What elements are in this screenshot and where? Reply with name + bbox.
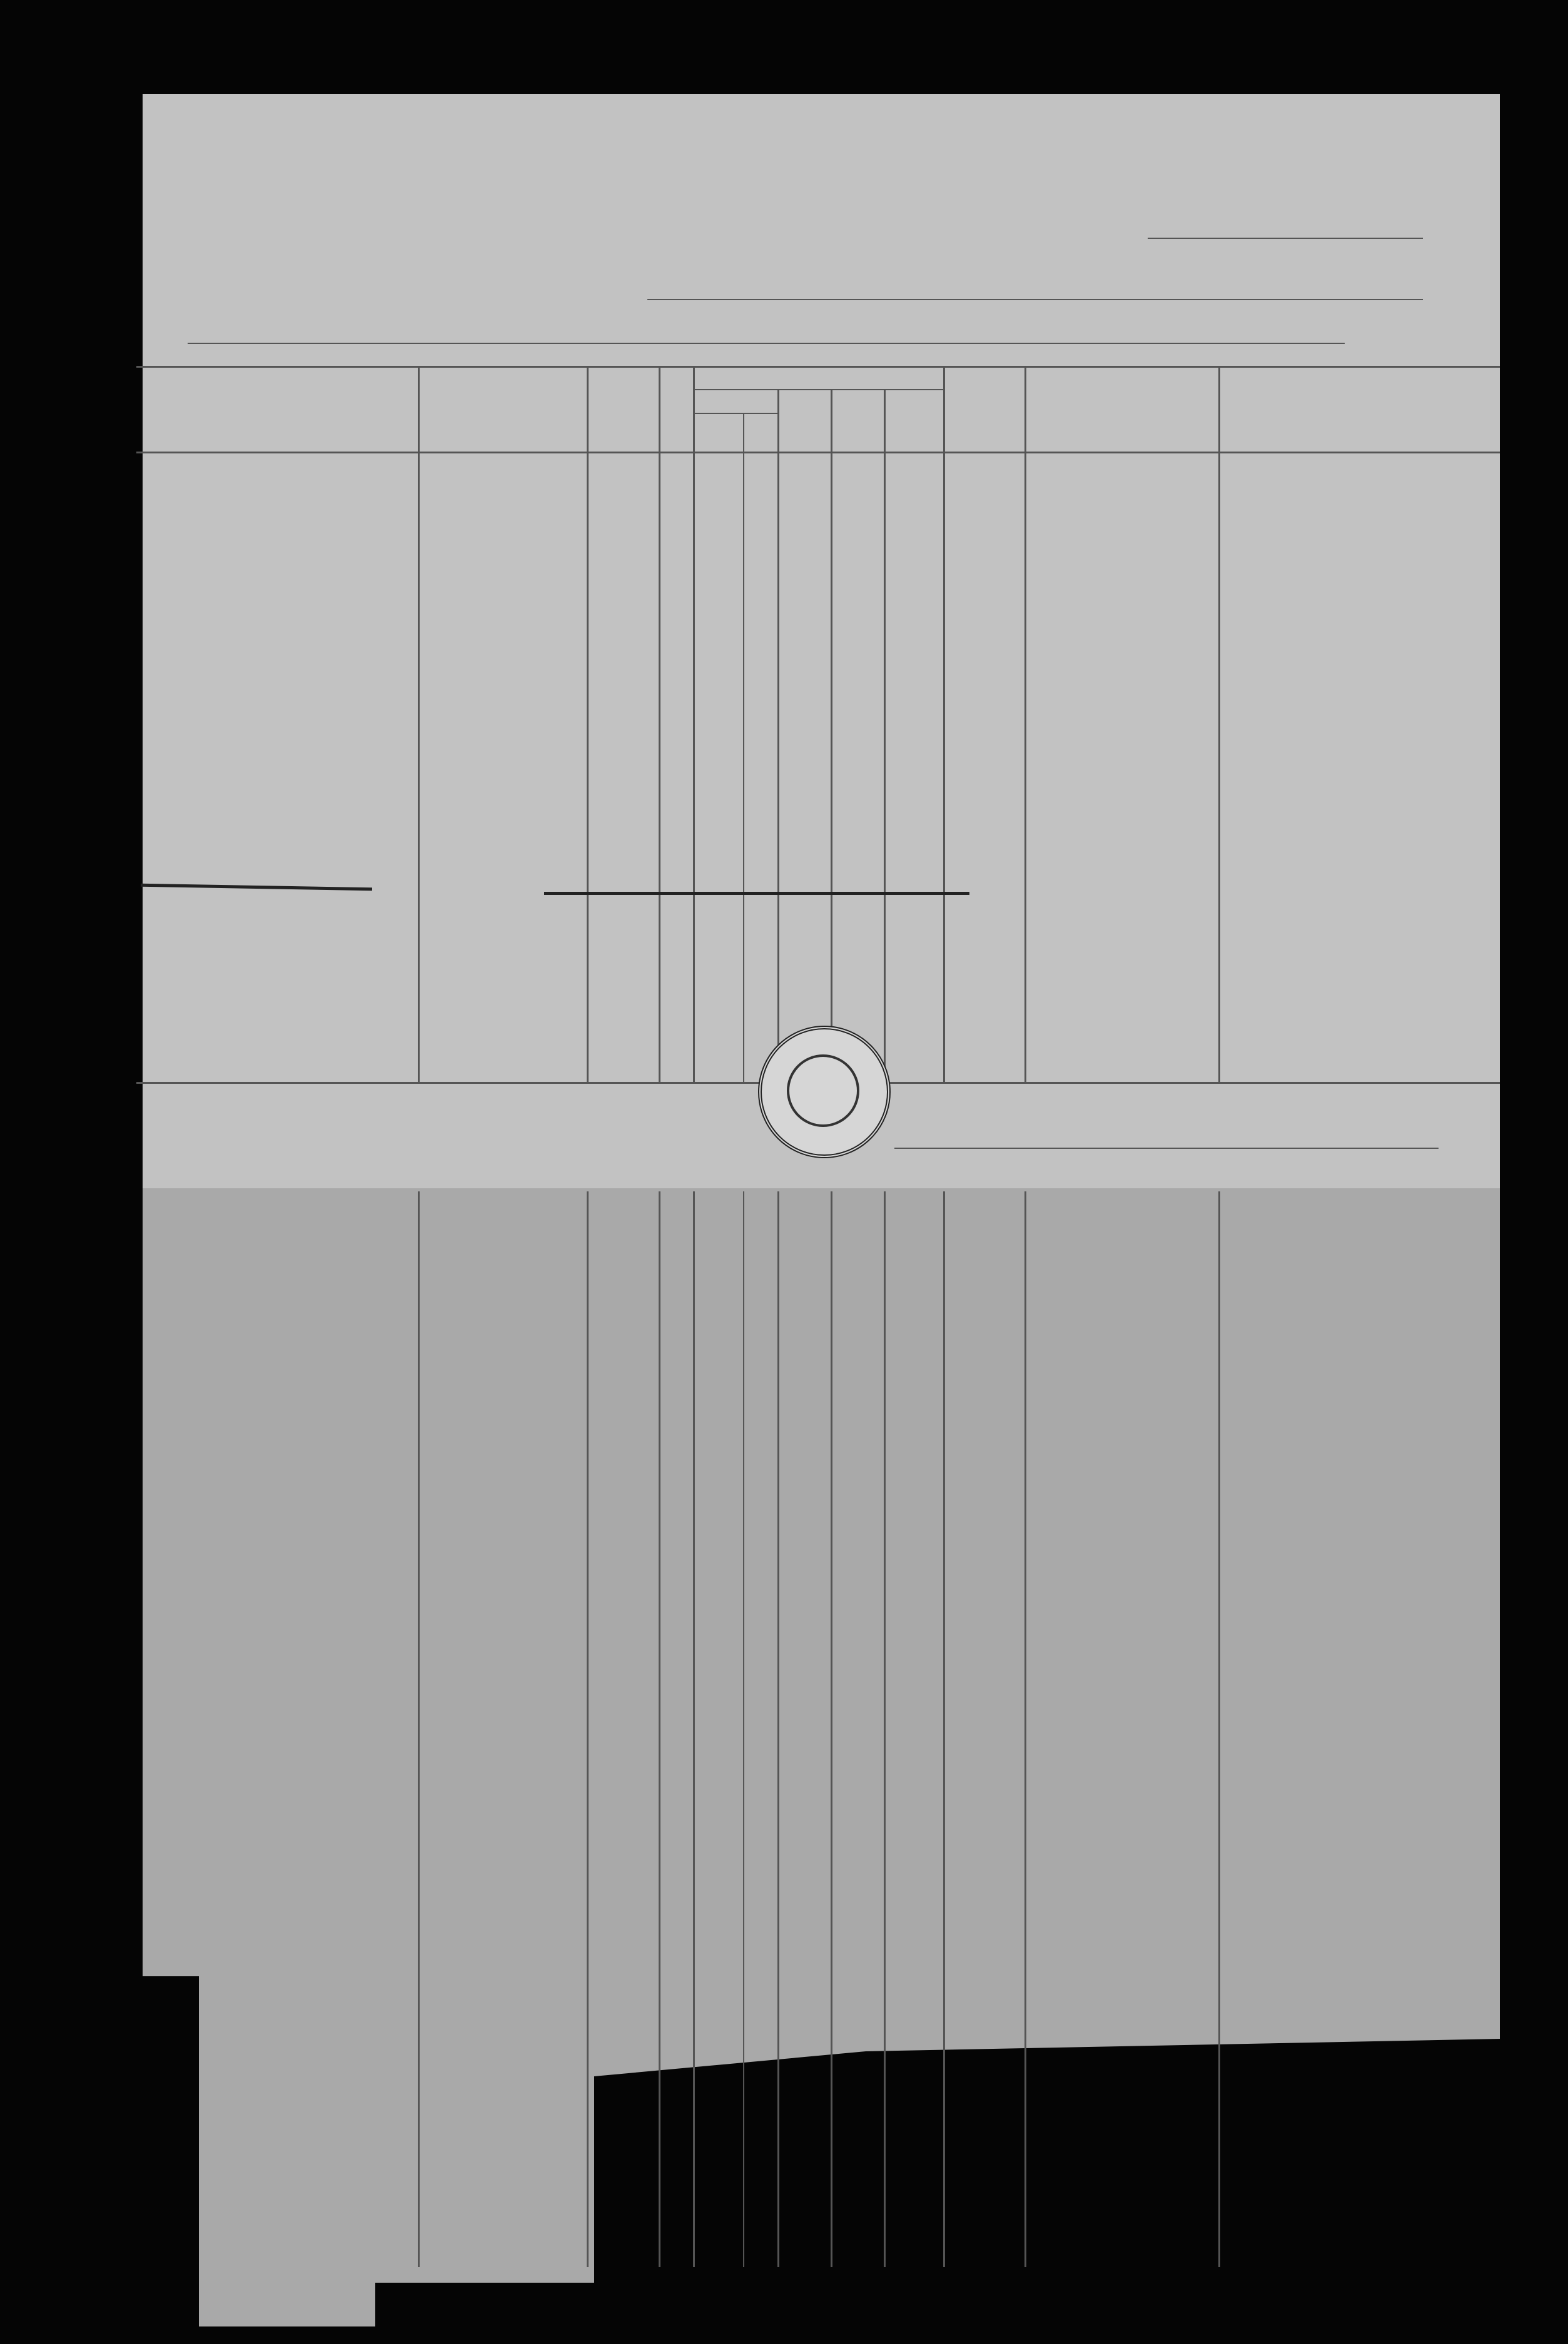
b-col-line-8 [884,1191,886,2267]
col-line-8 [884,389,886,1082]
col-line-6 [777,389,779,1082]
table-header-rule [136,452,1500,453]
b-col-line-11 [1218,1191,1220,2267]
col-line-5 [743,413,744,1082]
col-line-4 [693,366,695,1082]
commissioner-seal [758,1026,891,1158]
hailing-rule [188,343,1345,344]
header-rule [1148,238,1423,239]
b-col-line-1 [418,1191,420,2267]
torn-edge-bottom [375,2283,1501,2333]
table-top-rule [136,366,1500,368]
col-line-10 [1024,366,1026,1082]
seal-eagle-icon [787,1054,859,1127]
signature-rule [894,1148,1439,1149]
col-line-7 [831,389,832,1082]
b-col-line-10 [1024,1191,1026,2267]
torn-edge-right [594,2039,1500,2289]
col-line-1 [418,366,420,1082]
strike-row10 [544,892,969,895]
personal-desc-rule [693,389,943,390]
col-line-2 [587,366,589,1082]
top-sheet [143,94,1500,1188]
torn-edge-left [143,1976,199,2326]
b-col-line-6 [777,1191,779,2267]
b-col-line-5 [743,1191,744,2267]
b-col-line-7 [831,1191,832,2267]
b-col-line-2 [587,1191,589,2267]
b-col-line-4 [693,1191,695,2267]
b-col-line-3 [659,1191,660,2267]
height-rule [693,413,777,414]
vessel-rule [647,299,1423,300]
col-line-3 [659,366,660,1082]
col-line-11 [1218,366,1220,1082]
b-col-line-9 [943,1191,945,2267]
col-line-9 [943,366,945,1082]
